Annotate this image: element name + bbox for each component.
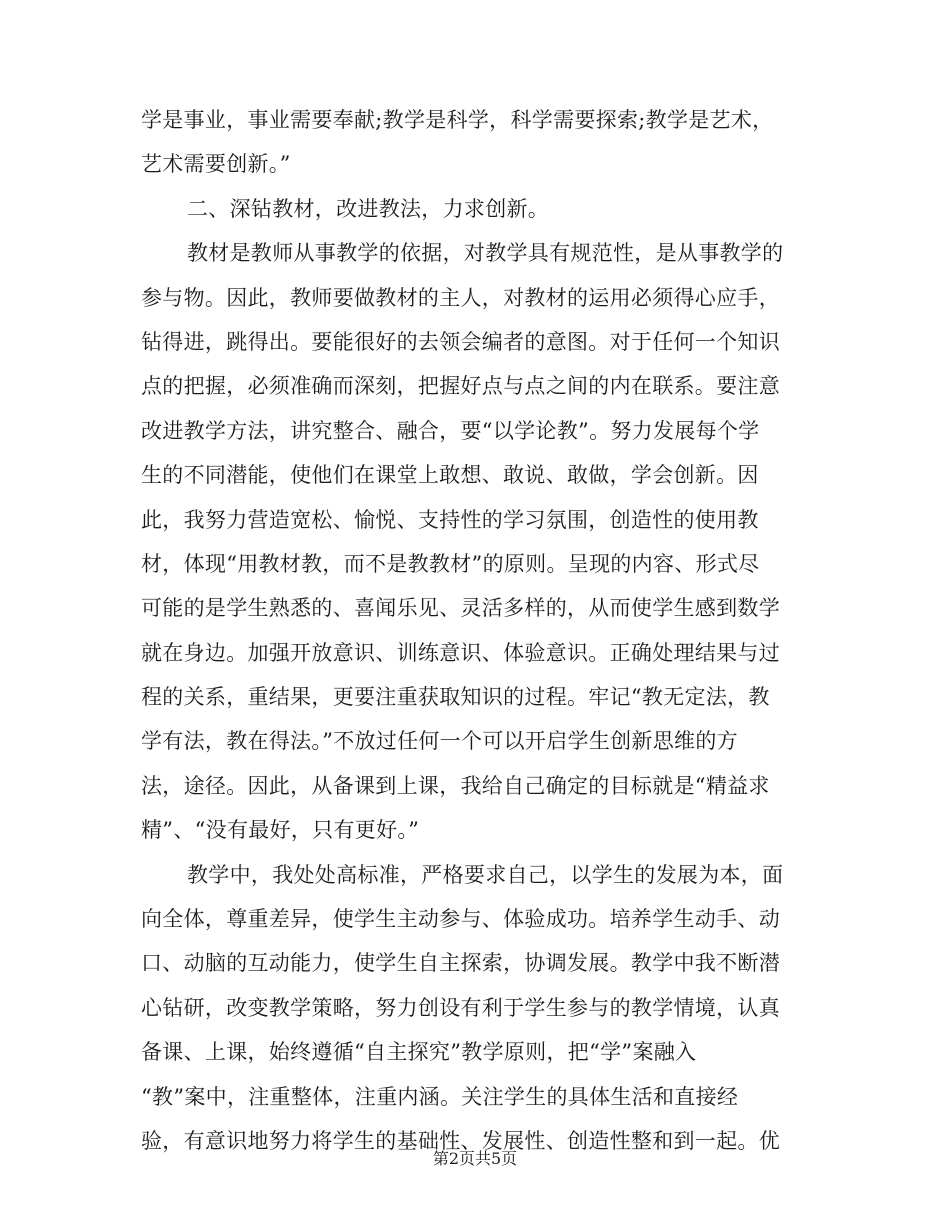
text-line: 向全体，尊重差异，使学生主动参与、体验成功。培养学生动手、动	[141, 907, 780, 932]
text-line: 学是事业，事业需要奉献;教学是科学，科学需要探索;教学是艺术，	[141, 108, 774, 132]
text-line: 程的关系，重结果，更要注重获取知识的过程。牢记“教无定法，教	[141, 685, 770, 710]
text-line: 艺术需要创新。”	[141, 152, 291, 177]
text-line: 此，我努力营造宽松、愉悦、支持性的学习氛围，创造性的使用教	[141, 507, 759, 532]
text-line: 精”、“没有最好，只有更好。”	[141, 818, 420, 843]
text-line: 点的把握，必须准确而深刻，把握好点与点之间的内在联系。要注意	[141, 374, 780, 399]
text-line: 口、动脑的互动能力，使学生自主探索，协调发展。教学中我不断潜	[141, 951, 780, 976]
text-line: 材，体现“用教材教，而不是教教材”的原则。呈现的内容、形式尽	[141, 551, 760, 576]
text-line: 参与物。因此，教师要做教材的主人，对教材的运用必须得心应手，	[141, 285, 780, 310]
text-line: 生的不同潜能，使他们在课堂上敢想、敢说、敢做，学会创新。因	[141, 463, 759, 488]
text-line: 钻得进，跳得出。要能很好的去领会编者的意图。对于任何一个知识	[141, 329, 780, 354]
text-line: 教材是教师从事教学的依据，对教学具有规范性，是从事教学的	[187, 241, 784, 266]
text-line: 教学中，我处处高标准，严格要求自己，以学生的发展为本，面	[187, 862, 784, 887]
text-line: 备课、上课，始终遵循“自主探究”教学原则，把“学”案融入	[141, 1040, 697, 1065]
text-line: 改进教学方法，讲究整合、融合，要“以学论教”。努力发展每个学	[141, 418, 760, 443]
page-number: 第2页共5页	[432, 1149, 518, 1168]
section-heading: 二、深钻教材，改进教法，力求创新。	[187, 196, 550, 221]
text-line: 就在身边。加强开放意识、训练意识、体验意识。正确处理结果与过	[141, 640, 780, 665]
text-line: 心钻研，改变教学策略，努力创设有利于学生参与的教学情境，认真	[141, 995, 780, 1020]
text-line: 法，途径。因此，从备课到上课，我给自己确定的目标就是“精益求	[141, 773, 770, 798]
body-text	[141, 98, 801, 1163]
text-line: 可能的是学生熟悉的、喜闻乐见、灵活多样的，从而使学生感到数学	[141, 596, 780, 621]
text-line: 学有法，教在得法。”不放过任何一个可以开启学生创新思维的方	[141, 729, 738, 754]
text-line: “教”案中，注重整体，注重内涵。关注学生的具体生活和直接经	[141, 1084, 739, 1109]
text-line: 验，有意识地努力将学生的基础性、发展性、创造性整和到一起。优	[141, 1128, 780, 1153]
